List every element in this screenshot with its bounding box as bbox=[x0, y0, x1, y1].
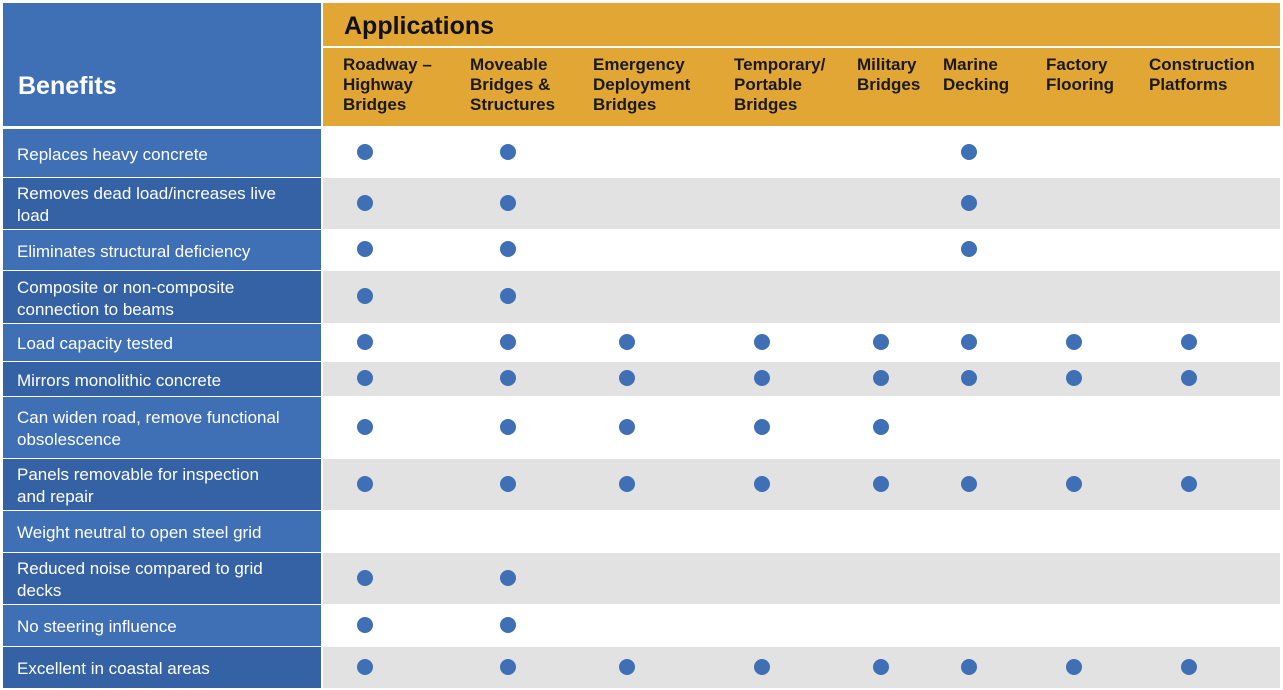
benefits-header-label: Benefits bbox=[18, 72, 117, 100]
benefit-text: Weight neutral to open steel grid bbox=[17, 523, 262, 542]
applies-dot bbox=[500, 370, 516, 386]
benefit-text: No steering influence bbox=[17, 617, 177, 636]
benefit-row-label bbox=[3, 459, 321, 510]
benefit-row-label bbox=[3, 362, 321, 396]
applications-title: Applications bbox=[344, 12, 495, 40]
benefit-row-cells bbox=[323, 605, 1280, 646]
applies-dot bbox=[500, 195, 516, 211]
benefit-text: Composite or non-composite connection to beams bbox=[17, 277, 235, 319]
applies-dot bbox=[754, 419, 770, 435]
benefit-text: Load capacity tested bbox=[17, 334, 173, 353]
applies-dot bbox=[619, 419, 635, 435]
applies-dot bbox=[754, 476, 770, 492]
applies-dot bbox=[500, 241, 516, 257]
applies-dot bbox=[619, 476, 635, 492]
benefit-row-cells bbox=[323, 647, 1280, 688]
applies-dot bbox=[500, 570, 516, 586]
applies-dot bbox=[357, 370, 373, 386]
benefit-row-label bbox=[3, 129, 321, 177]
benefit-text: Reduced noise compared to grid decks bbox=[17, 559, 263, 600]
applies-dot bbox=[754, 659, 770, 675]
applies-dot bbox=[1181, 370, 1197, 386]
applies-dot bbox=[961, 476, 977, 492]
applies-dot bbox=[500, 419, 516, 435]
applies-dot bbox=[873, 659, 889, 675]
applies-dot bbox=[961, 334, 977, 350]
applies-dot bbox=[357, 195, 373, 211]
benefit-text: Replaces heavy concrete bbox=[17, 144, 208, 164]
benefit-row-label bbox=[3, 178, 321, 229]
benefit-text: Panels removable for inspection and repair bbox=[17, 465, 259, 506]
applications-header bbox=[323, 3, 1280, 126]
applies-dot bbox=[357, 288, 373, 304]
applies-dot bbox=[873, 334, 889, 350]
applies-dot bbox=[357, 419, 373, 435]
benefit-text: Can widen road, remove functional obsolescence bbox=[17, 408, 280, 449]
benefit-row-cells bbox=[323, 553, 1280, 604]
benefit-row-label bbox=[3, 647, 321, 688]
benefit-row-label bbox=[3, 397, 321, 458]
applies-dot bbox=[1181, 476, 1197, 492]
applies-dot bbox=[961, 144, 977, 160]
applies-dot bbox=[619, 334, 635, 350]
applies-dot bbox=[619, 370, 635, 386]
benefit-row-cells bbox=[323, 129, 1280, 177]
column-header: Emergency Deployment Bridges bbox=[593, 55, 691, 114]
applies-dot bbox=[500, 144, 516, 160]
applies-dot bbox=[500, 659, 516, 675]
applies-dot bbox=[873, 419, 889, 435]
benefit-text: Eliminates structural deficiency bbox=[17, 241, 251, 261]
applies-dot bbox=[357, 334, 373, 350]
benefit-row-cells bbox=[323, 397, 1280, 458]
benefit-row-label bbox=[3, 230, 321, 270]
benefit-text: Mirrors monolithic concrete bbox=[17, 370, 222, 390]
applies-dot bbox=[754, 370, 770, 386]
applies-dot bbox=[619, 659, 635, 675]
applies-dot bbox=[1066, 334, 1082, 350]
benefit-text: Removes dead load/increases live load bbox=[17, 184, 276, 225]
applies-dot bbox=[1066, 370, 1082, 386]
benefit-row-cells bbox=[323, 459, 1280, 510]
applies-dot bbox=[357, 570, 373, 586]
applications-divider bbox=[323, 46, 1280, 48]
benefit-row-label bbox=[3, 553, 321, 604]
benefit-row-cells bbox=[323, 324, 1280, 361]
applies-dot bbox=[961, 370, 977, 386]
benefit-row-label bbox=[3, 271, 321, 323]
benefit-row-cells bbox=[323, 230, 1280, 270]
applies-dot bbox=[873, 370, 889, 386]
applies-dot bbox=[754, 334, 770, 350]
benefit-row-cells bbox=[323, 271, 1280, 323]
column-header: Factory Flooring bbox=[1046, 55, 1114, 94]
applies-dot bbox=[357, 241, 373, 257]
applies-dot bbox=[500, 476, 516, 492]
benefits-header bbox=[3, 3, 321, 126]
column-header: Construction Platforms bbox=[1149, 55, 1255, 94]
column-header: Marine Decking bbox=[943, 55, 1010, 94]
column-header: Temporary/ Portable Bridges bbox=[734, 55, 826, 114]
benefit-row-cells bbox=[323, 178, 1280, 229]
applies-dot bbox=[1181, 659, 1197, 675]
column-header: Military Bridges bbox=[857, 55, 921, 94]
applies-dot bbox=[961, 659, 977, 675]
benefit-row-label bbox=[3, 605, 321, 646]
applies-dot bbox=[961, 241, 977, 257]
applies-dot bbox=[873, 476, 889, 492]
applies-dot bbox=[961, 195, 977, 211]
benefit-row-cells bbox=[323, 511, 1280, 552]
applies-dot bbox=[357, 617, 373, 633]
applies-dot bbox=[357, 476, 373, 492]
column-header: Moveable Bridges & Structures bbox=[470, 55, 556, 114]
benefit-row-cells bbox=[323, 362, 1280, 396]
applies-dot bbox=[1066, 659, 1082, 675]
applies-dot bbox=[1181, 334, 1197, 350]
applies-dot bbox=[357, 659, 373, 675]
benefit-row-label bbox=[3, 324, 321, 361]
applies-dot bbox=[500, 288, 516, 304]
benefit-text: Excellent in coastal areas bbox=[17, 659, 210, 678]
applies-dot bbox=[500, 334, 516, 350]
applies-dot bbox=[500, 617, 516, 633]
column-header: Roadway – Highway Bridges bbox=[343, 55, 432, 114]
applies-dot bbox=[1066, 476, 1082, 492]
applies-dot bbox=[357, 144, 373, 160]
benefit-row-label bbox=[3, 511, 321, 552]
